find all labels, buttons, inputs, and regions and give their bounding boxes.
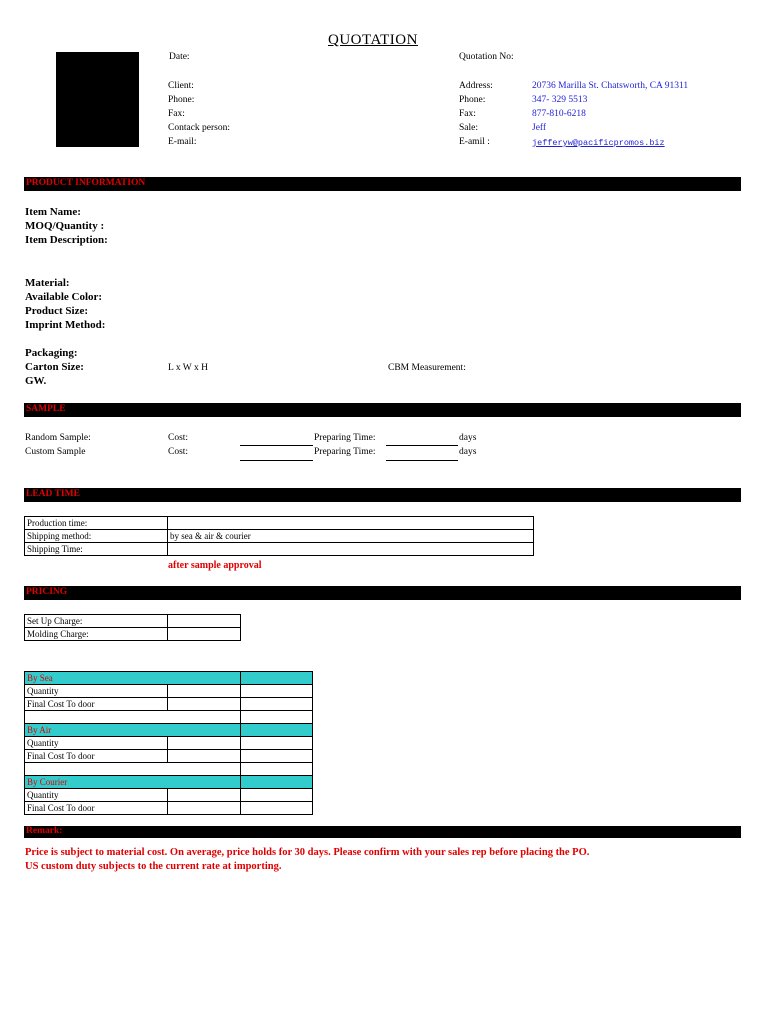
air-quantity-cell[interactable] [168,737,241,750]
sea-spacer-cell [25,711,241,724]
email-link[interactable]: jefferyw@pacificpromos.biz [532,138,665,148]
packaging-label: Packaging: [25,347,78,359]
fax-label: Fax: [168,109,185,119]
email-label: E-mail: [168,137,197,147]
sample-bar [24,403,741,417]
air-quantity-cell-2[interactable] [241,737,313,750]
cbm-label: CBM Measurement: [388,363,466,373]
custom-days-label: days [459,447,477,457]
pricing-heading: PRICING [26,587,68,597]
sea-spacer-cell-2 [241,711,313,724]
random-cost-label: Cost: [168,433,189,443]
phone2-label: Phone: [459,95,486,105]
shipping-time-value[interactable] [168,543,534,556]
fax2-value: 877-810-6218 [532,109,586,119]
custom-preparing-label: Preparing Time: [314,447,376,457]
random-preparing-label: Preparing Time: [314,433,376,443]
pricing-bar [24,586,741,600]
table-row [25,802,313,815]
shipping-method-value[interactable]: by sea & air & courier [168,530,534,543]
table-row [25,543,534,556]
production-time-value[interactable] [168,517,534,530]
sea-final-cost-label: Final Cost To door [25,698,168,711]
air-spacer-cell [25,763,241,776]
imprint-method-label: Imprint Method: [25,319,106,331]
address-value: 20736 Marilla St. Chatsworth, CA 91311 [532,81,689,91]
available-color-label: Available Color: [25,291,103,303]
address-label: Address: [459,81,493,91]
air-final-cost-label: Final Cost To door [25,750,168,763]
courier-final-cost-cell-2[interactable] [241,802,313,815]
phone2-value: 347- 329 5513 [532,95,588,105]
gw-label: GW. [25,375,47,387]
item-name-label: Item Name: [25,206,81,218]
remark-bar [24,826,741,838]
courier-quantity-cell[interactable] [168,789,241,802]
by-courier-header [25,776,313,789]
remark-line-1: Price is subject to material cost. On average, price holds for 30 days. Please confirm with your sales rep before placing the PO. [25,847,590,858]
by-courier-title: By Courier [25,776,241,789]
by-air-header [25,724,313,737]
carton-size-label: Carton Size: [25,361,84,373]
production-time-label: Production time: [25,517,168,530]
air-final-cost-cell-2[interactable] [241,750,313,763]
sea-final-cost-cell[interactable] [168,698,241,711]
table-row [25,685,313,698]
sale-value: Jeff [532,123,547,133]
by-sea-header-cell [241,672,313,685]
shipping-cost-table [24,671,313,815]
email2-label: E-amil : [459,137,490,147]
courier-quantity-cell-2[interactable] [241,789,313,802]
courier-quantity-label: Quantity [25,789,168,802]
product-size-label: Product Size: [25,305,89,317]
air-quantity-label: Quantity [25,737,168,750]
moq-label: MOQ/Quantity : [25,220,105,232]
molding-charge-value[interactable] [168,628,241,641]
custom-preparing-field[interactable] [386,460,458,461]
molding-charge-label: Molding Charge: [25,628,168,641]
by-sea-title: By Sea [25,672,241,685]
sea-quantity-cell[interactable] [168,685,241,698]
sample-heading: SAMPLE [26,404,66,414]
remark-line-2: US custom duty subjects to the current rate at importing. [25,861,282,872]
setup-charge-value[interactable] [168,615,241,628]
random-preparing-field[interactable] [386,445,458,446]
lead-time-bar [24,488,741,502]
air-final-cost-cell[interactable] [168,750,241,763]
table-row [25,789,313,802]
shipping-method-label: Shipping method: [25,530,168,543]
date-label: Date: [169,52,190,62]
client-label: Client: [168,81,194,91]
table-row [25,517,534,530]
random-sample-label: Random Sample: [25,433,91,443]
remark-heading: Remark: [26,826,63,836]
quotation-no-label: Quotation No: [459,52,514,62]
sea-final-cost-cell-2[interactable] [241,698,313,711]
custom-cost-field[interactable] [240,460,313,461]
material-label: Material: [25,277,70,289]
lead-time-note: after sample approval [168,560,262,571]
air-spacer-cell-2 [241,763,313,776]
table-row [25,763,313,776]
phone-label: Phone: [168,95,195,105]
table-row [25,698,313,711]
logo-placeholder [56,52,139,147]
product-information-bar [24,177,741,191]
lead-time-heading: LEAD TIME [26,489,80,499]
random-days-label: days [459,433,477,443]
custom-cost-label: Cost: [168,447,189,457]
item-description-label: Item Description: [25,234,108,246]
sea-quantity-cell-2[interactable] [241,685,313,698]
sale-label: Sale: [459,123,478,133]
page-title: QUOTATION [328,32,418,48]
table-row [25,530,534,543]
courier-final-cost-label: Final Cost To door [25,802,168,815]
table-row [25,737,313,750]
by-sea-header [25,672,313,685]
charges-table [24,614,241,641]
table-row [25,628,241,641]
table-row [25,711,313,724]
sea-quantity-label: Quantity [25,685,168,698]
shipping-time-label: Shipping Time: [25,543,168,556]
lwh-label: L x W x H [168,363,208,373]
contact-person-label: Contack person: [168,123,231,133]
product-information-heading: PRODUCT INFORMATION [26,178,146,188]
random-cost-field[interactable] [240,445,313,446]
by-air-title: By Air [25,724,241,737]
courier-final-cost-cell[interactable] [168,802,241,815]
fax2-label: Fax: [459,109,476,119]
table-row [25,615,241,628]
setup-charge-label: Set Up Charge: [25,615,168,628]
by-air-header-cell [241,724,313,737]
custom-sample-label: Custom Sample [25,447,86,457]
by-courier-header-cell [241,776,313,789]
table-row [25,750,313,763]
lead-time-table [24,516,534,556]
